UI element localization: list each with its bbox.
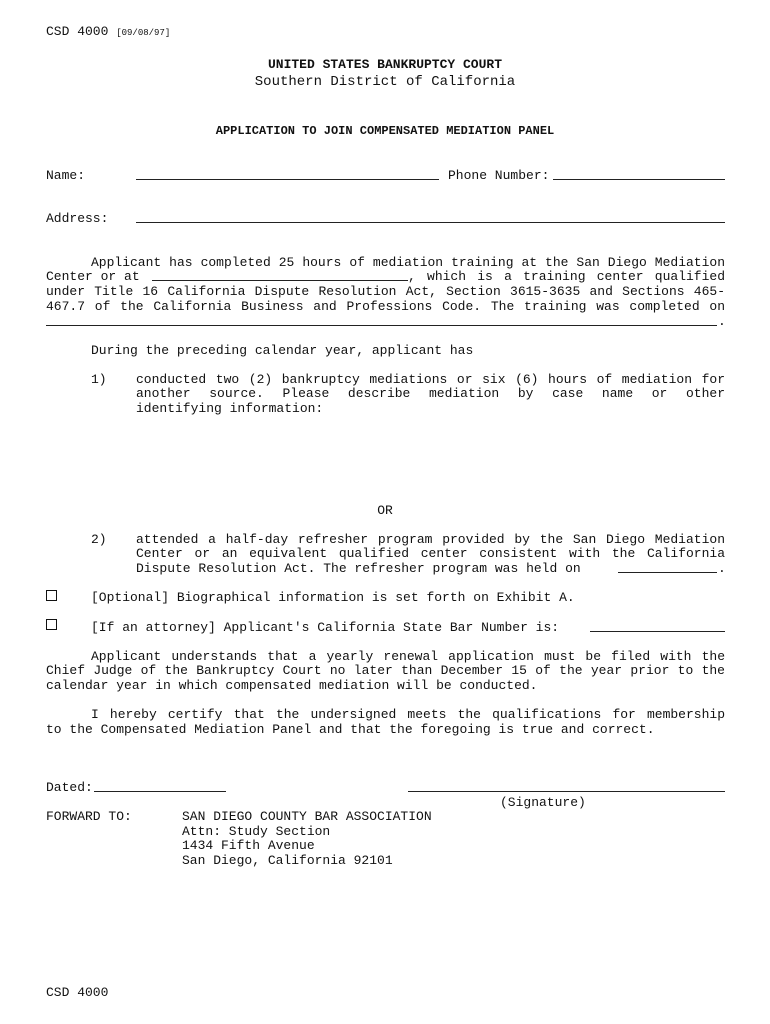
training-line-3: under Title 16 California Dispute Resolution Act, Section 3615-3635 and Sections 465- (46, 284, 725, 299)
item-2-line-3: Dispute Resolution Act. The refresher program was held on (136, 561, 581, 576)
forward-address-line-1: SAN DIEGO COUNTY BAR ASSOCIATION (182, 809, 432, 824)
name-field-line[interactable] (136, 179, 439, 180)
item-2-number: 2) (91, 532, 107, 547)
phone-label: Phone Number: (448, 168, 550, 183)
footer-form-id: CSD 4000 (46, 985, 109, 1000)
item-1-line-2: another source. Please describe mediation by case name or other (136, 386, 725, 401)
signature-line[interactable] (408, 791, 725, 792)
address-label: Address: (46, 211, 109, 226)
training-line-4: 467.7 of the California Business and Professions Code. The training was completed on (46, 299, 725, 314)
forward-address-line-3: 1434 Fifth Avenue (182, 838, 315, 853)
preceding-text: During the preceding calendar year, applicant has (91, 343, 474, 358)
court-district: Southern District of California (254, 74, 516, 90)
item-1-number: 1) (91, 372, 107, 387)
training-line-1: Applicant has completed 25 hours of mediation training at the San Diego Mediation (91, 255, 725, 270)
signature-label: (Signature) (500, 795, 586, 810)
training-line-2b: , which is a training center qualified (408, 269, 725, 284)
phone-field-line[interactable] (553, 179, 725, 180)
certify-line-1: I hereby certify that the undersigned meets the qualifications for membership (91, 707, 725, 722)
dated-field-line[interactable] (94, 791, 226, 792)
attorney-text: [If an attorney] Applicant's California State Bar Number is: (91, 620, 560, 635)
or-separator: OR (377, 503, 393, 518)
form-id: CSD 4000 (46, 24, 109, 39)
training-date-field-line[interactable] (46, 325, 717, 326)
forward-address-line-4: San Diego, California 92101 (182, 853, 393, 868)
item-2-line-2: Center or an equivalent qualified center consistent with the California (136, 546, 725, 561)
item-2-line-3-end: . (718, 561, 726, 576)
name-label: Name: (46, 168, 86, 183)
forward-to-label: FORWARD TO: (46, 809, 132, 824)
revision-date: [09/08/97] (116, 28, 171, 38)
item-1-line-1: conducted two (2) bankruptcy mediations or six (6) hours of mediation for (136, 372, 725, 387)
form-id-header (46, 24, 170, 39)
dated-label: Dated: (46, 780, 93, 795)
training-center-field-line[interactable] (152, 280, 408, 281)
training-line-5-end: . (718, 314, 726, 329)
court-name: UNITED STATES BANKRUPTCY COURT (267, 57, 503, 72)
optional-biography-text: [Optional] Biographical information is set forth on Exhibit A. (91, 590, 575, 605)
item-2-line-1: attended a half-day refresher program provided by the San Diego Mediation (136, 532, 725, 547)
training-line-2a: Center or at (46, 269, 140, 284)
renewal-line-1: Applicant understands that a yearly renewal application must be filed with the (91, 649, 725, 664)
item-1-line-3: identifying information: (136, 401, 324, 416)
refresher-date-field-line[interactable] (618, 572, 717, 573)
optional-biography-checkbox[interactable] (46, 590, 57, 601)
address-field-line[interactable] (136, 222, 725, 223)
attorney-checkbox[interactable] (46, 619, 57, 630)
forward-address-line-2: Attn: Study Section (182, 824, 331, 839)
certify-line-2: to the Compensated Mediation Panel and that the foregoing is true and correct. (46, 722, 655, 737)
form-title: APPLICATION TO JOIN COMPENSATED MEDIATION PANEL (215, 124, 555, 138)
renewal-line-3: calendar year in which compensated mediation will be conducted. (46, 678, 538, 693)
renewal-line-2: Chief Judge of the Bankruptcy Court no later than December 15 of the year prior to the (46, 663, 725, 678)
bar-number-field-line[interactable] (590, 631, 725, 632)
